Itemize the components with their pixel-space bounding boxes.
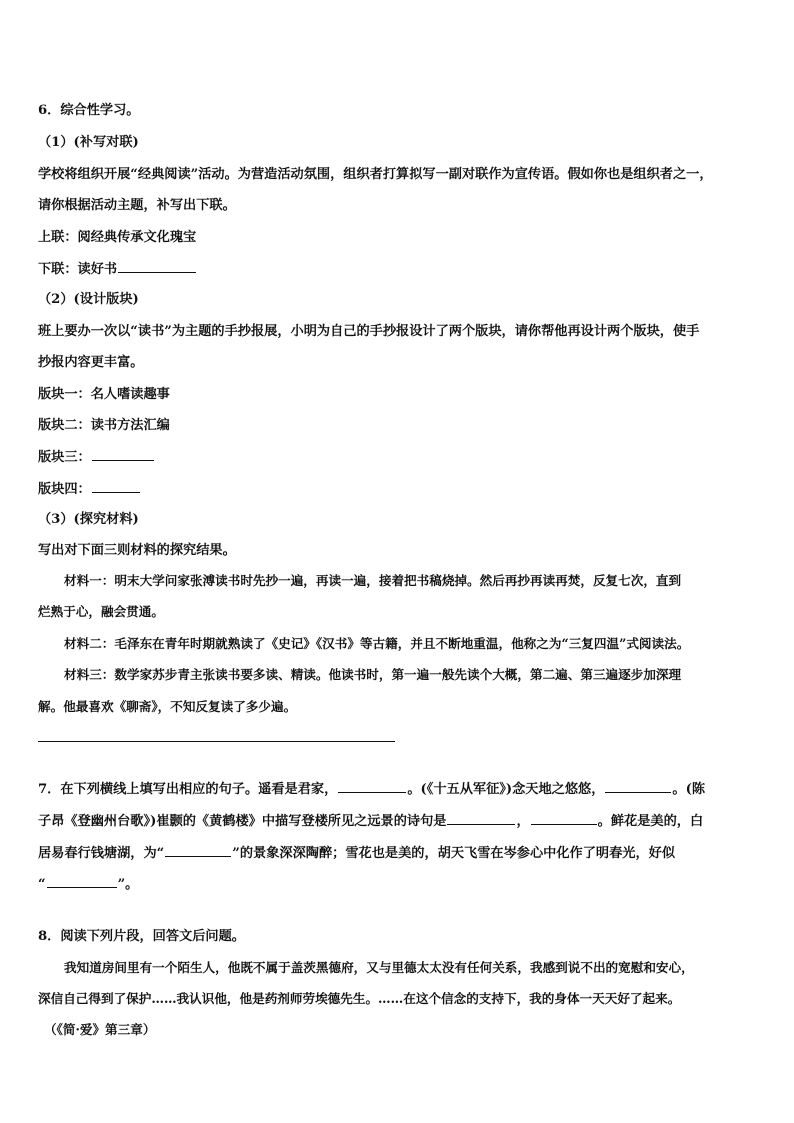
block-2: 版块二：读书方法汇编 [38, 418, 170, 433]
block-3: 版块三： [38, 450, 91, 465]
q8-title: 8．阅读下列片段，回答文后问题。 [38, 929, 245, 944]
q6-part3-text: 写出对下面三则材料的探究结果。 [38, 543, 236, 558]
material-3-line-1: 材料三：数学家苏步青主张读书要多读、精读。他读书时，第一遍一般先读个大概，第二遍、第三遍逐步加深理 [64, 667, 682, 682]
q6-part1-text-2: 请你根据活动主题，补写出下联。 [38, 198, 236, 213]
couplet-upper: 上联：阅经典传承文化瑰宝 [38, 230, 197, 245]
q6-part1-text-1: 学校将组织开展“经典阅读”活动。为营造活动氛围，组织者打算拟写一副对联作为宣传语。假如你也是组织者之一， [38, 167, 713, 182]
q7-line-2 [38, 811, 703, 832]
answer-blank[interactable] [447, 811, 515, 825]
q8-source: （《简·爱》第三章） [44, 1022, 156, 1037]
q7-text: ”的景象深深陶醉；雪花也是美的，胡天飞雪在岑参心中化作了明春光，好似 [232, 846, 676, 861]
couplet-lower-line [38, 259, 197, 280]
q6-part1-title: （1）(补写对联) [38, 135, 139, 150]
q6-part2-text-1: 班上要办一次以“读书”为主题的手抄报展，小明为自己的手抄报设计了两个版块，请你帮他再设计两个版块，使手 [38, 324, 700, 339]
q7-text: 居易春行钱塘湖，为“ [38, 846, 165, 861]
q7-line-1 [38, 779, 705, 800]
material-3-line-2: 解。他最喜欢《聊斋》，不知反复读了多少遍。 [38, 699, 297, 714]
q7-text: 7．在下列横线上填写出相应的句子。遥看是君家， [38, 782, 338, 797]
answer-blank[interactable] [531, 811, 597, 825]
material-1-line-1: 材料一：明末大学问家张溥读书时先抄一遍，再读一遍，接着把书稿烧掉。然后再抄再读再焚，反复七次，直到 [64, 573, 682, 588]
q7-line-4 [38, 874, 138, 895]
answer-blank[interactable] [47, 874, 117, 888]
answer-blank[interactable] [92, 447, 154, 461]
q7-text: 。(《十五从军征》)念天地之悠悠， [407, 782, 605, 797]
answer-blank[interactable] [605, 779, 671, 793]
q7-text: 。鲜花是美的，白 [597, 814, 704, 829]
q8-passage-line-1: 我知道房间里有一个陌生人，他既不属于盖茨黑德府，又与里德太太没有任何关系，我感到说不出的宽慰和安心， [64, 960, 694, 975]
q6-title: 6．综合性学习。 [38, 103, 140, 118]
block-3-line [38, 447, 155, 468]
q7-text: ， [516, 814, 530, 829]
block-4: 版块四： [38, 482, 91, 497]
answer-blank[interactable] [118, 259, 196, 273]
answer-line[interactable] [38, 741, 395, 742]
answer-blank[interactable] [338, 779, 406, 793]
q7-text: “ [38, 877, 46, 892]
block-1: 版块一：名人嗜读趣事 [38, 387, 170, 402]
material-2: 材料二：毛泽东在青年时期就熟读了《史记》《汉书》等古籍，并且不断地重温，他称之为“三复四温”式阅读法。 [64, 636, 690, 651]
q7-text: ”。 [117, 877, 139, 892]
q7-text: 。(陈 [672, 782, 706, 797]
material-1-line-2: 烂熟于心，融会贯通。 [38, 604, 164, 619]
q8-passage-line-2: 深信自己得到了保护……我认识他，他是药剂师劳埃德先生。……在这个信念的支持下，我的身体一天天好了起来。 [38, 991, 681, 1006]
couplet-lower: 下联：读好书 [38, 262, 118, 277]
q6-part2-text-2: 抄报内容更丰富。 [38, 355, 144, 370]
q6-part3-title: （3）(探究材料) [38, 512, 139, 527]
answer-blank[interactable] [92, 479, 140, 493]
q7-line-3 [38, 843, 675, 864]
q7-text: 子昂《登幽州台歌》)崔颢的《黄鹤楼》中描写登楼所见之远景的诗句是 [38, 814, 447, 829]
q6-part2-title: （2）(设计版块) [38, 292, 139, 307]
block-4-line [38, 479, 141, 500]
answer-blank[interactable] [165, 843, 231, 857]
